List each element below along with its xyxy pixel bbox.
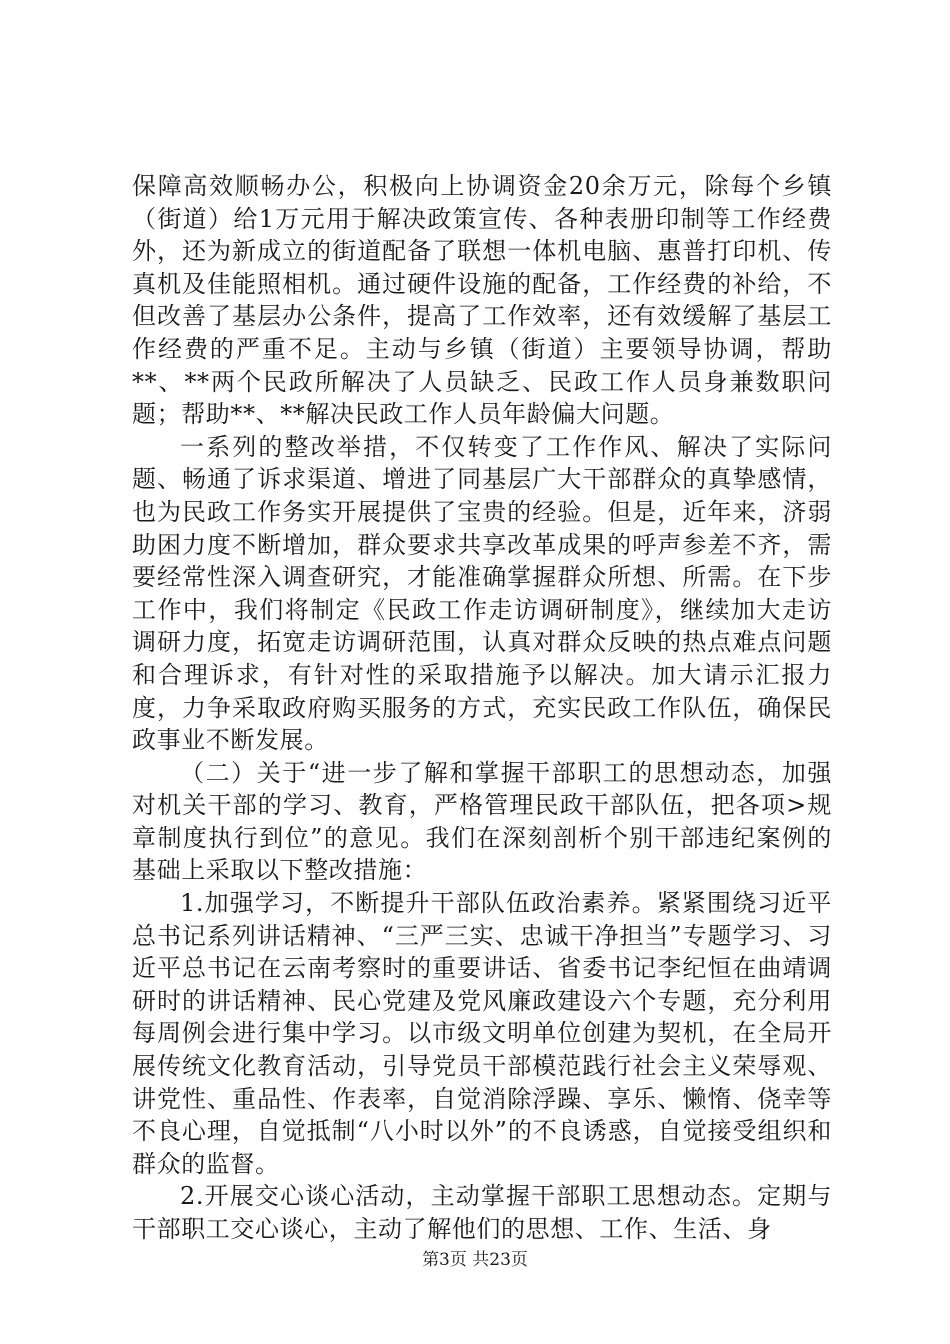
page-number-footer: 第3页 共23页 <box>422 1250 528 1270</box>
paragraph-2: 一系列的整改举措，不仅转变了工作作风、解决了实际问题、畅通了诉求渠道、增进了同基层广大干部群众的真挚感情，也为民政工作务实开展提供了宝贵的经验。但是，近年来，济弱助困力度不断增加，群众要求共享改革成果的呼声参差不齐，需要经常性深入调查研究，才能准确掌握群众所想、所需。在下步工作中，我们将制定《民政工作走访调研制度》，继续加大走访调研力度，拓宽走访调研范围，认真对群众反映的热点难点问题和合理诉求，有针对性的采取措施予以解决。加大请示汇报力度，力争采取政府购买服务的方式，充实民政工作队伍，确保民政事业不断发展。 <box>132 432 832 755</box>
paragraph-4: 1.加强学习，不断提升干部队伍政治素养。紧紧围绕习近平总书记系列讲话精神、“三严三实、忠诚干净担当”专题学习、习近平总书记在云南考察时的重要讲话、省委书记李纪恒在曲靖调研时的讲话精神、民心党建及党风廉政建设六个专题，充分利用每周例会进行集中学习。以市级文明单位创建为契机，在全局开展传统文化教育活动，引导党员干部模范践行社会主义荣辱观、讲党性、重品性、作表率，自觉消除浮躁、享乐、懒惰、侥幸等不良心理，自觉抵制“八小时以外”的不良诱惑，自觉接受组织和群众的监督。 <box>132 889 832 1178</box>
paragraph-5: 2.开展交心谈心活动，主动掌握干部职工思想动态。定期与干部职工交心谈心，主动了解他们的思想、工作、生活、身 <box>132 1182 832 1243</box>
paragraph-1: 保障高效顺畅办公，积极向上协调资金20余万元，除每个乡镇（街道）给1万元用于解决政策宣传、各种表册印制等工作经费外，还为新成立的街道配备了联想一体机电脑、惠普打印机、传真机及佳能照相机。通过硬件设施的配备，工作经费的补给，不但改善了基层办公条件，提高了工作效率，还有效缓解了基层工作经费的严重不足。主动与乡镇（街道）主要领导协调，帮助**、**两个民政所解决了人员缺乏、民政工作人员身兼数职问题；帮助**、**解决民政工作人员年龄偏大问题。 <box>132 172 832 429</box>
paragraph-3: （二）关于“进一步了解和掌握干部职工的思想动态，加强对机关干部的学习、教育，严格管理民政干部队伍，把各项>规章制度执行到位”的意见。我们在深刻剖析个别干部违纪案例的基础上采取以下整改措施： <box>132 758 832 885</box>
document-body <box>132 170 832 1246</box>
